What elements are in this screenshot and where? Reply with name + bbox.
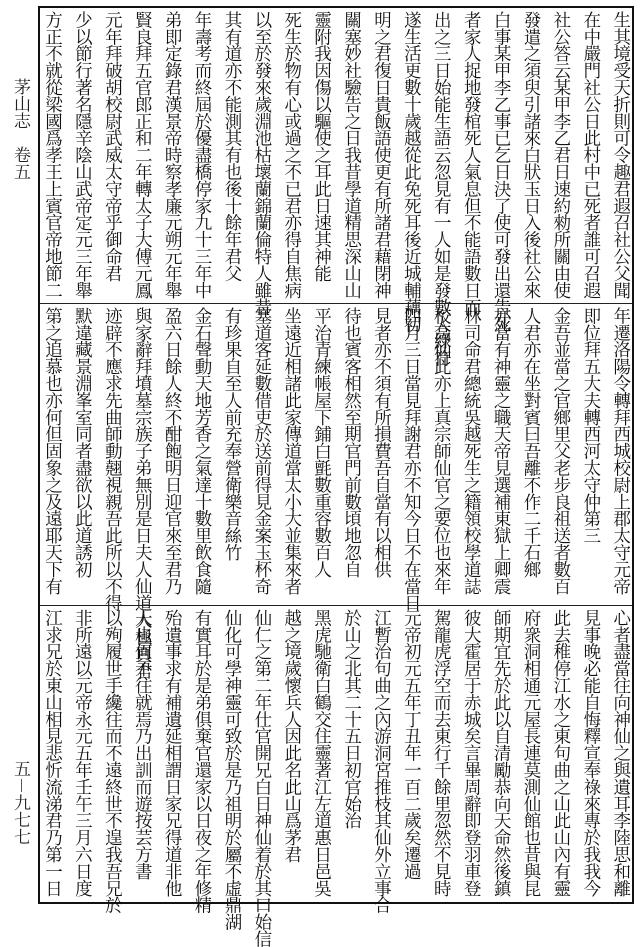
- text-column: 關塞妙社驗告之日我昔學道精思深山山: [341, 11, 362, 299]
- text-column: 殆遺事求有補遺延相謂日家兄得道非他: [162, 609, 183, 897]
- text-column: 白事某甲李乙事已乞日決了使可發出還告死: [491, 11, 512, 333]
- text-column: 於山之北其二十五日初官始治: [341, 609, 362, 829]
- text-column: 心者盡當往向神仙之與遺耳李陸思和離: [610, 609, 631, 897]
- text-column: 林司命君總統吳越死生之籍領校學道誌: [461, 307, 482, 595]
- text-column: 元年拜破胡校尉武威太守帝乎御命君: [102, 11, 123, 282]
- text-column: 江求兄於東山相見悲忻流涕君乃第一日: [42, 609, 63, 897]
- text-column: 仙化可學神靈可致於是乃祖明於屬不虛鼎湖: [221, 609, 242, 931]
- text-column: 師期宜先於此以自清勵恭向天命然後鎮: [491, 609, 512, 897]
- text-column: 方正不就從梁國爲孝王上賓官帝地節二: [42, 11, 63, 299]
- text-column: 第之追慕也亦何但固象之及遠耶天下有: [42, 307, 63, 595]
- text-column: 元帝初元五年丁丑年一百二歲矣遷過: [401, 609, 422, 880]
- text-column: 仙仁之第二年仕官開兄白日神仙着於其口始信: [251, 609, 272, 947]
- text-column: 金石聲動天地芳香之氣達十數里飲食隨: [192, 307, 213, 595]
- text-panel-middle: [40, 303, 632, 679]
- text-column: 社公答云某甲李乙君日速約勑所關由使: [550, 11, 571, 299]
- text-column: 非所遠以元帝永元五年壬午三月六日度: [72, 609, 93, 897]
- text-column: 坐遠近相諸此家傳道當太小大並集來者: [281, 307, 302, 595]
- text-column: 有珍果自至人前充奉營衛樂音絲竹: [221, 307, 242, 561]
- text-column: 黑虎馳衛白鶴交住靈著江左道惠日邑吳: [311, 609, 332, 897]
- text-column: 平治青練帳屋下鋪白氈數重容數百人: [311, 307, 332, 578]
- text-column: 明之君復日貴飯語使更有所諸君藉閉神: [371, 11, 392, 299]
- text-column: 四月三日當見拜謝君亦不知今日不在當日: [401, 307, 422, 612]
- text-column: 江暫治句曲之內游洞宮推枝其仙外立事合: [371, 609, 392, 914]
- text-column: 越之境歲懷兵人因此名此山爲茅君: [281, 609, 302, 863]
- text-column: 賢良拜五官郎正和二年轉太子大傅元鳳: [132, 11, 153, 299]
- page-frame: [38, 6, 634, 947]
- text-column: 默違藏景淵峯室同者盡欲以此道誘初: [72, 307, 93, 578]
- text-column: 亦當有神靈之職天帝見選補東獄上卿震: [491, 307, 512, 595]
- text-column: 彼大霍居于赤城矣言畢周辭即登羽車登: [461, 609, 482, 897]
- text-column: 待也賓客相然至期官門前數頃地忽自: [341, 307, 362, 578]
- text-column: 年遷洛陽令轉拜西城校尉上郡太守元帝: [610, 307, 631, 595]
- text-panel-lower: [40, 605, 632, 947]
- text-column: 遂生活更數十歲越從此免死耳後近城輔藕初: [401, 11, 422, 333]
- text-panel-upper: [40, 8, 632, 366]
- text-column: 人君亦在坐對賓曰吾離不作二千石鄉: [521, 307, 541, 578]
- margin-page-number: 五－九七七: [10, 760, 30, 845]
- text-column: 駕龍虎浮空而去東行千餘里忽然不見時: [431, 609, 452, 897]
- text-column: 府衆洞相通元屋長連莫測仙館也昔與昆: [521, 609, 541, 897]
- text-column: 金吾並當之官鄉里父老步良祖送者數百: [550, 307, 571, 595]
- text-column: 生其境受天折則可令趣君遐召社公父聞: [610, 11, 631, 299]
- text-column: 者家人捉地發棺死人氣息但不能語數日而: [461, 11, 482, 316]
- text-column: 盈六日餘人終不酣飽明日迎官來至君乃: [162, 307, 183, 595]
- text-column: 以殉履世手纔往而不遠終世不遑我吾兄於: [102, 609, 123, 914]
- text-column: 迹辟不應求先曲師動翹視親吾此所以不得: [102, 307, 123, 612]
- text-column: 此去稚停江水之東句曲之山此山內有靈: [550, 609, 571, 897]
- text-column: 發遣之須臾引諸來白狀玉日入後社公來: [521, 11, 541, 299]
- text-column: 在中嚴門社公日此村中已死者誰可召遐: [580, 11, 601, 299]
- text-column: 校高仙此亦上真宗師仙官之要位也來年: [431, 307, 452, 595]
- margin-book-title: 茅山志 卷五: [10, 78, 30, 180]
- text-column: 年壽考而終屆於優盡橋停家九十三年中: [192, 11, 213, 299]
- text-column: 人也何不往就焉乃出訓而遊按芸方書: [132, 609, 153, 880]
- text-column: 與家辭拜墳墓宗族子弟無別是日夫人仙道大極真君: [132, 307, 153, 679]
- text-column: 有實耳於是弟俱棄官還家以日夜之年修精: [192, 609, 213, 914]
- text-column: 其有道亦不能測其有也後十餘年君父: [221, 11, 242, 282]
- text-column: 少以節行著名隱辛陰山武帝定元三年舉: [72, 11, 93, 299]
- text-column: 見事晚必能自悔釋宣奉祿來專於我我今: [580, 609, 601, 897]
- text-column: 弟即定錄君漢景帝時察孝廉元朔元年舉: [162, 11, 183, 299]
- text-column: 出之三日始能生語云忽見有一人如是發數人綠符: [431, 11, 452, 366]
- text-column: 靈附我因傷以驅使之耳此日速其神能: [311, 11, 332, 282]
- text-column: 以至於發來歲淵池枯壞蘭錦蘭倫特人雖昔: [251, 11, 272, 316]
- text-column: 見者亦不須有所損費吾自當有以相供: [371, 307, 392, 578]
- text-column: 即位拜五大夫轉西河太守仲第三: [580, 307, 601, 544]
- text-column: 塞道客延數借吏於送前得見金案玉杯奇: [251, 307, 272, 595]
- text-column: 死生於物有心或過之不已君亦得自焦病: [281, 11, 302, 299]
